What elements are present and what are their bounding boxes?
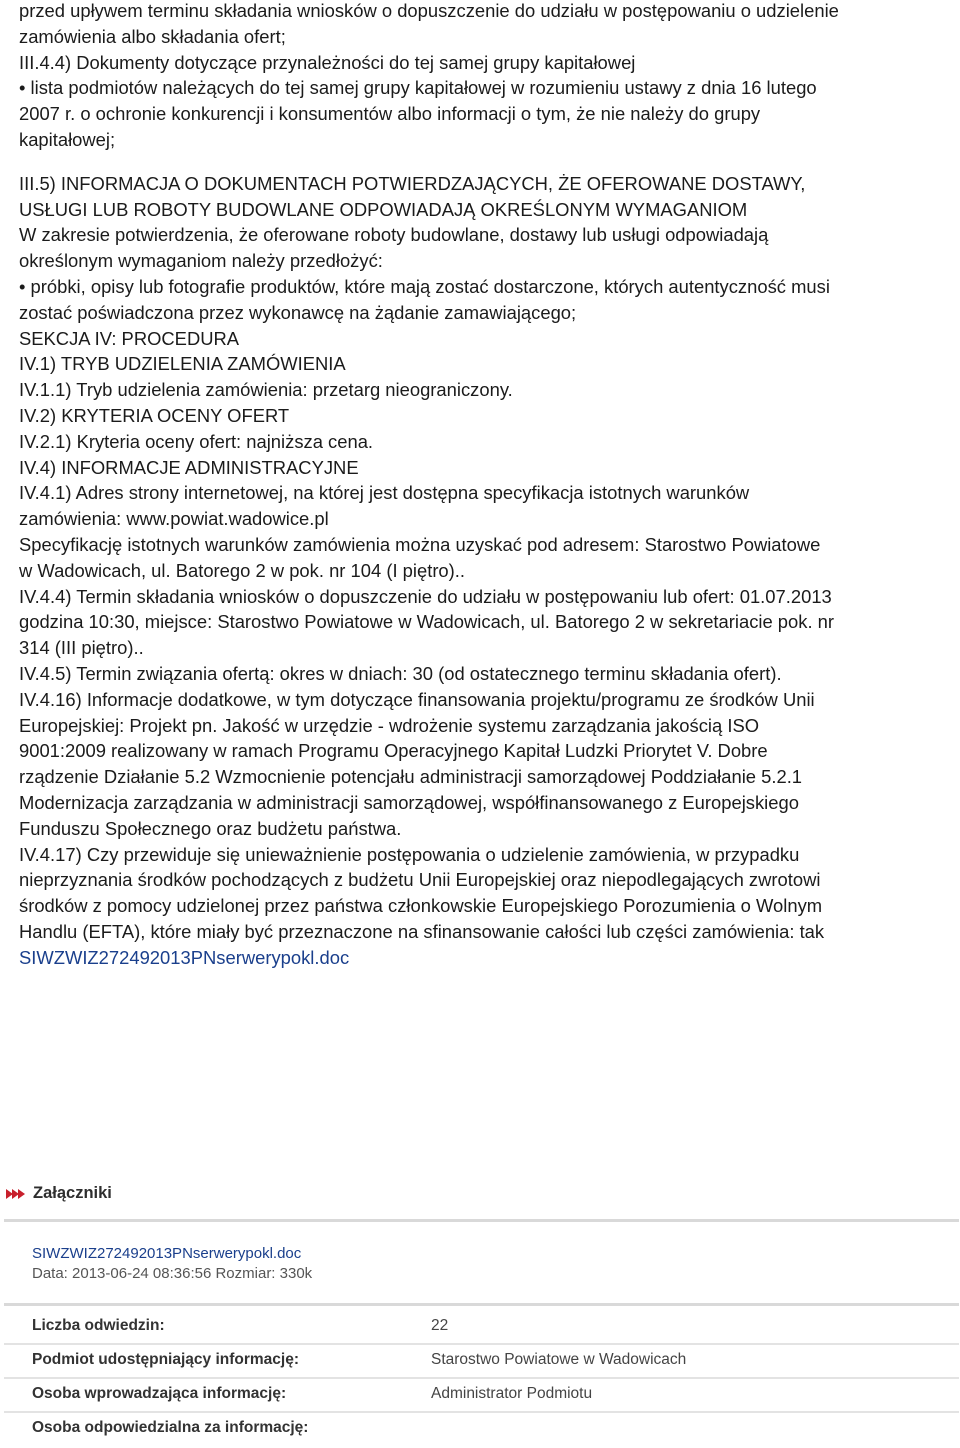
text-line: III.5) INFORMACJA O DOKUMENTACH POTWIERDZAJĄCYCH, ŻE OFEROWANE DOSTAWY,	[19, 172, 806, 194]
text-line: środków z pomocy udzielonej przez państwa członkowskie Europejskiego Porozumienia o Wolnym	[19, 895, 823, 917]
document-download-link[interactable]: SIWZWIZ272492013PNserwerypokl.doc	[19, 946, 350, 968]
publisher-label: Podmiot udostępniający informację:	[32, 1351, 299, 1368]
text-line: nieprzyznania środków pochodzących z budżetu Unii Europejskiej oraz niepodlegających zwrotowi	[19, 869, 821, 891]
text-line: Specyfikację istotnych warunków zamówienia można uzyskać pod adresem: Starostwo Powiatowe	[19, 533, 821, 555]
text-line: IV.2) KRYTERIA OCENY OFERT	[19, 404, 290, 426]
text-line: USŁUGI LUB ROBOTY BUDOWLANE ODPOWIADAJĄ OKREŚLONYM WYMAGANIOM	[19, 198, 748, 220]
text-line: godzina 10:30, miejsce: Starostwo Powiatowe w Wadowicach, ul. Batorego 2 w sekretariacie pok. nr	[19, 611, 835, 633]
document-body	[19, 0, 949, 970]
attachments-header	[6, 1184, 112, 1203]
section-heading: SEKCJA IV: PROCEDURA	[19, 327, 240, 349]
paragraph-block-1	[19, 0, 949, 153]
text-line: • lista podmiotów należących do tej samej grupy kapitałowej w rozumieniu ustawy z dnia 16 lutego	[19, 77, 817, 99]
visits-value: 22	[431, 1317, 449, 1334]
text-line: zamówienia: www.powiat.wadowice.pl	[19, 508, 329, 530]
text-line: 9001:2009 realizowany w ramach Programu Operacyjnego Kapitał Ludzki Priorytet V. Dobre	[19, 740, 768, 762]
responsible-label: Osoba odpowiedzialna za informację:	[32, 1419, 309, 1436]
text-line: zamówienia albo składania ofert;	[19, 25, 286, 47]
divider	[4, 1411, 959, 1413]
text-line: IV.4.16) Informacje dodatkowe, w tym dotyczące finansowania projektu/programu ze środków Unii	[19, 688, 815, 710]
text-line: Europejskiej: Projekt pn. Jakość w urzędzie - wdrożenie systemu zarządzania jakością ISO	[19, 714, 760, 736]
text-line: zostać poświadczona przez wykonawcę na żądanie zamawiającego;	[19, 301, 577, 323]
text-line: IV.2.1) Kryteria oceny ofert: najniższa cena.	[19, 430, 374, 452]
publisher-value: Starostwo Powiatowe w Wadowicach	[431, 1351, 687, 1368]
text-line: rządzenie Działanie 5.2 Wzmocnienie potencjału administracji samorządowej Poddziałanie 5.2.1	[19, 766, 803, 788]
text-line: określonym wymaganiom należy przedłożyć:	[19, 250, 383, 272]
entered-by-value: Administrator Podmiotu	[431, 1385, 593, 1402]
text-line: IV.4.5) Termin związania ofertą: okres w dniach: 30 (od ostatecznego terminu składania ofert).	[19, 662, 782, 684]
text-line: IV.4.4) Termin składania wniosków o dopuszczenie do udziału w postępowaniu lub ofert: 01.07.2013	[19, 585, 832, 607]
divider	[4, 1219, 959, 1222]
text-line: 314 (III piętro)..	[19, 637, 144, 659]
visits-label: Liczba odwiedzin:	[32, 1317, 165, 1334]
attachment-item	[32, 1244, 312, 1284]
text-line: • próbki, opisy lub fotografie produktów, które mają zostać dostarczone, których autentyczność musi	[19, 275, 830, 297]
attachment-link[interactable]: SIWZWIZ272492013PNserwerypokl.doc	[32, 1245, 302, 1262]
text-line: III.4.4) Dokumenty dotyczące przynależności do tej samej grupy kapitałowej	[19, 51, 636, 73]
text-line: IV.4.1) Adres strony internetowej, na której jest dostępna specyfikacja istotnych warunków	[19, 482, 750, 504]
entered-by-label: Osoba wprowadzająca informację:	[32, 1385, 287, 1402]
text-line: Handlu (EFTA), które miały być przeznaczone na sfinansowanie całości lub części zamówienia: tak	[19, 920, 825, 942]
text-line: 2007 r. o ochronie konkurencji i konsumentów albo informacji o tym, że nie należy do grupy	[19, 103, 761, 125]
text-line: w Wadowicach, ul. Batorego 2 w pok. nr 104 (I piętro)..	[19, 559, 466, 581]
text-line: IV.1.1) Tryb udzielenia zamówienia: przetarg nieograniczony.	[19, 379, 513, 401]
text-line: Modernizacja zarządzania w administracji samorządowej, współfinansowanego z Europejskiego	[19, 791, 799, 813]
divider	[4, 1377, 959, 1379]
attachments-title: Załączniki	[33, 1184, 112, 1202]
divider	[4, 1343, 959, 1345]
text-line: W zakresie potwierdzenia, że oferowane roboty budowlane, dostawy lub usługi odpowiadają	[19, 224, 769, 246]
text-line: Funduszu Społecznego oraz budżetu państwa.	[19, 817, 402, 839]
text-line: IV.4.17) Czy przewiduje się unieważnienie postępowania o udzielenie zamówienia, w przypadku	[19, 843, 800, 865]
text-line: przed upływem terminu składania wniosków o dopuszczenie do udziału w postępowaniu o udzielenie	[19, 0, 839, 21]
divider	[4, 1303, 959, 1306]
double-arrow-icon	[6, 1187, 26, 1201]
attachment-meta: Data: 2013-06-24 08:36:56 Rozmiar: 330k	[32, 1265, 313, 1282]
text-line: IV.4) INFORMACJE ADMINISTRACYJNE	[19, 456, 359, 478]
text-line: IV.1) TRYB UDZIELENIA ZAMÓWIENIA	[19, 353, 346, 375]
text-line: kapitałowej;	[19, 128, 116, 150]
